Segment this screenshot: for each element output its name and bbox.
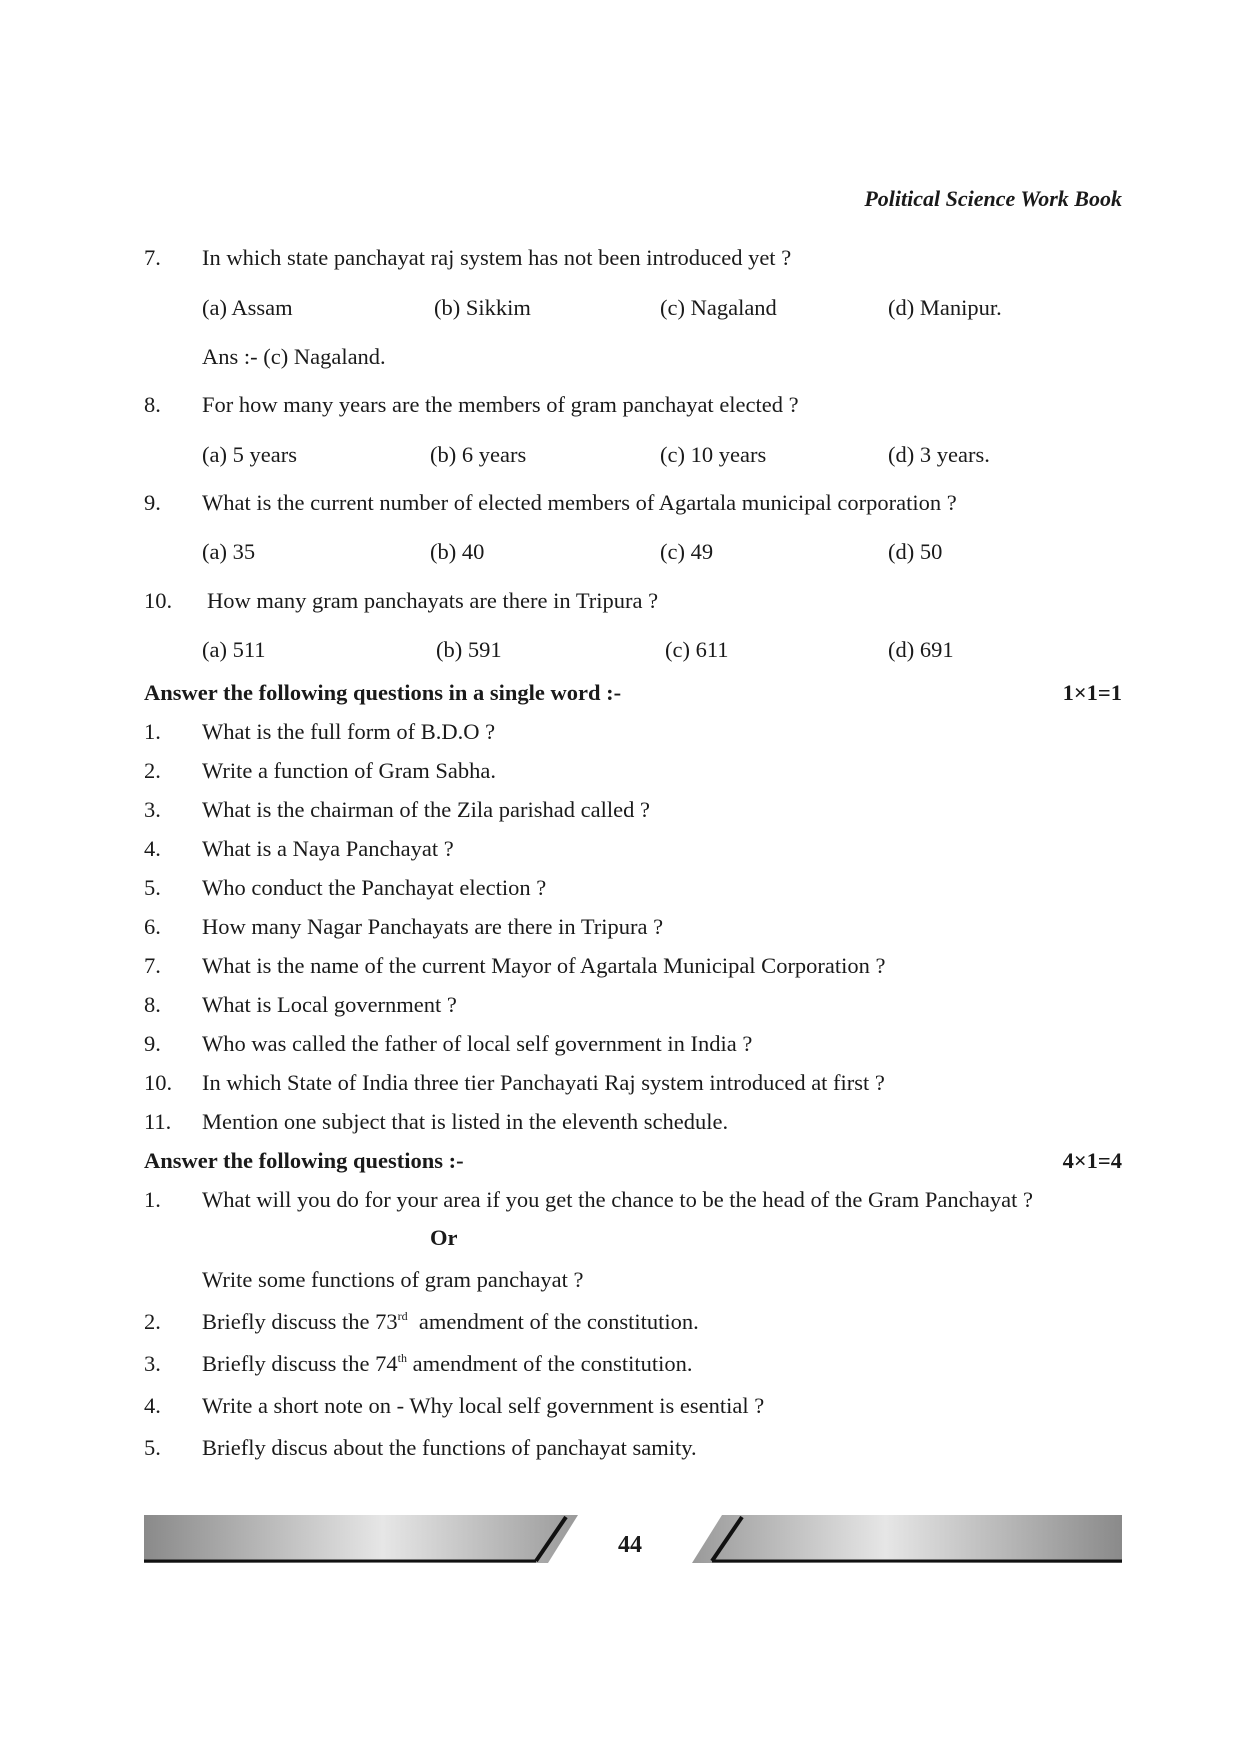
option-c: (c) 49 xyxy=(660,539,714,564)
question-number: 3. xyxy=(144,1351,161,1376)
section-title: Answer the following questions :- xyxy=(144,1148,464,1173)
question-number: 1. xyxy=(144,719,161,744)
question-text: For how many years are the members of gram panchayat elected ? xyxy=(202,392,799,417)
section-marks: 4×1=4 xyxy=(1062,1148,1122,1173)
option-c: (c) 611 xyxy=(665,637,729,662)
question-text: What is Local government ? xyxy=(202,992,457,1017)
question-text-part: Briefly discuss the 73 xyxy=(202,1309,398,1334)
option-d: (d) 691 xyxy=(888,637,954,662)
question-number: 5. xyxy=(144,875,161,900)
question-number: 7. xyxy=(144,245,161,270)
question-text: Mention one subject that is listed in the eleventh schedule. xyxy=(202,1109,729,1134)
question-text-part: amendment of the constitution. xyxy=(407,1309,699,1334)
option-d: (d) 50 xyxy=(888,539,943,564)
or-separator: Or xyxy=(430,1225,458,1250)
option-b: (b) 6 years xyxy=(430,442,527,467)
question-text: Who was called the father of local self government in India ? xyxy=(202,1031,753,1056)
footer-bar-right xyxy=(692,1515,1122,1563)
option-b: (b) 40 xyxy=(430,539,485,564)
ordinal-suffix: th xyxy=(397,1351,407,1365)
answer-text: Ans :- (c) Nagaland. xyxy=(202,344,386,369)
option-b: (b) Sikkim xyxy=(434,295,531,320)
footer-bar-left xyxy=(144,1515,578,1563)
question-text xyxy=(202,1353,693,1376)
question-text: Briefly discus about the functions of panchayat samity. xyxy=(202,1435,697,1460)
option-c: (c) Nagaland xyxy=(660,295,777,320)
question-text: What is the chairman of the Zila parishad called ? xyxy=(202,797,650,822)
running-header: Political Science Work Book xyxy=(864,186,1122,211)
question-number: 11. xyxy=(144,1109,172,1134)
option-a: (a) 5 years xyxy=(202,442,297,467)
question-number: 5. xyxy=(144,1435,161,1460)
option-d: (d) Manipur. xyxy=(888,295,1002,320)
question-number: 10. xyxy=(144,1070,173,1095)
question-text: Write some functions of gram panchayat ? xyxy=(202,1267,584,1292)
option-b: (b) 591 xyxy=(436,637,502,662)
question-number: 3. xyxy=(144,797,161,822)
option-a: (a) Assam xyxy=(202,295,293,320)
question-text: In which state panchayat raj system has not been introduced yet ? xyxy=(202,245,792,270)
question-number: 7. xyxy=(144,953,161,978)
question-number: 10. xyxy=(144,588,173,613)
question-text-part: Briefly discuss the 74 xyxy=(202,1351,398,1376)
question-text: What will you do for your area if you get the chance to be the head of the Gram Panchayat ? xyxy=(202,1187,1033,1212)
question-number: 8. xyxy=(144,992,161,1017)
question-text: Who conduct the Panchayat election ? xyxy=(202,875,547,900)
question-text: Write a function of Gram Sabha. xyxy=(202,758,496,783)
section-heading xyxy=(144,1150,1122,1173)
option-c: (c) 10 years xyxy=(660,442,767,467)
question-text: What is the name of the current Mayor of Agartala Municipal Corporation ? xyxy=(202,953,886,978)
question-number: 2. xyxy=(144,1309,161,1334)
question-number: 6. xyxy=(144,914,161,939)
question-text: What is the full form of B.D.O ? xyxy=(202,719,496,744)
question-number: 9. xyxy=(144,1031,161,1056)
question-number: 2. xyxy=(144,758,161,783)
question-number: 9. xyxy=(144,490,161,515)
option-a: (a) 35 xyxy=(202,539,256,564)
question-number: 1. xyxy=(144,1187,161,1212)
question-text xyxy=(202,1311,699,1334)
question-number: 4. xyxy=(144,1393,161,1418)
section-marks: 1×1=1 xyxy=(1062,680,1122,705)
question-text: How many gram panchayats are there in Tripura ? xyxy=(207,588,659,613)
question-text: What is a Naya Panchayat ? xyxy=(202,836,454,861)
option-d: (d) 3 years. xyxy=(888,442,990,467)
question-text: Write a short note on - Why local self government is esential ? xyxy=(202,1393,765,1418)
question-text: How many Nagar Panchayats are there in Tripura ? xyxy=(202,914,664,939)
section-heading xyxy=(144,682,1122,705)
question-number: 4. xyxy=(144,836,161,861)
question-number: 8. xyxy=(144,392,161,417)
question-text-part: amendment of the constitution. xyxy=(406,1351,693,1376)
question-text: In which State of India three tier Panchayati Raj system introduced at first ? xyxy=(202,1070,885,1095)
section-title: Answer the following questions in a single word :- xyxy=(144,680,622,705)
ordinal-suffix: rd xyxy=(397,1309,408,1323)
question-text: What is the current number of elected members of Agartala municipal corporation ? xyxy=(202,490,957,515)
page-number: 44 xyxy=(618,1532,642,1558)
option-a: (a) 511 xyxy=(202,637,266,662)
